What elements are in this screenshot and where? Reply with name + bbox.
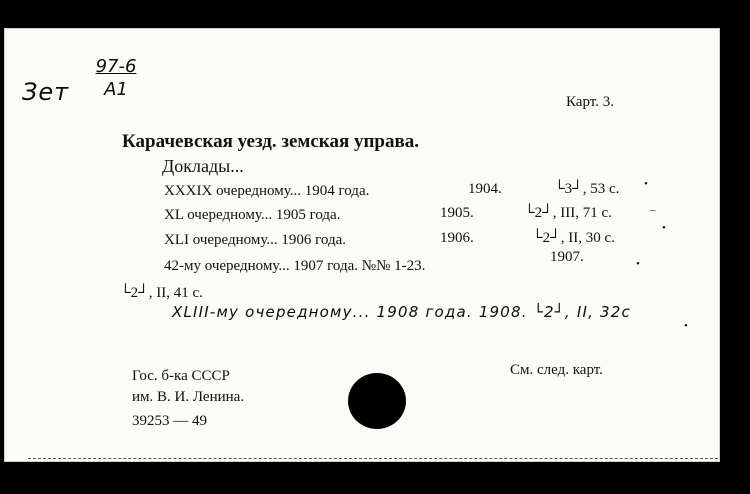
entry-4-continuation: └2┘, II, 41 с. [120,285,203,301]
entry-4-year: 1907. [550,249,584,265]
card-number: Карт. 3. [566,94,614,110]
shelf-fraction-bottom: А1 [104,79,128,100]
entry-4-text: 42-му очередному... 1907 года. №№ 1-23. [164,258,426,274]
card-title: Карачевская уезд. земская управа. [122,131,420,152]
card-subtitle: Доклады... [162,156,244,176]
mark-dot: • [644,178,648,190]
mark-dot: • [636,258,640,270]
entry-2-text: XL очередному... 1905 года. [164,207,341,223]
shelf-fraction [88,56,144,100]
entry-2-volume: └2┘, III, 71 с. [524,205,612,221]
card-edge-line [28,458,718,459]
library-line-2: им. В. И. Ленина. [132,389,245,405]
entry-2-year: 1905. [440,205,474,221]
punch-hole [348,373,406,429]
entry-1-volume: └3┘, 53 с. [554,181,620,197]
see-next-card: См. след. карт. [510,362,603,378]
handwritten-entry: XLIII-му очередному... 1908 года. 1908. └2┘, II, 32с [172,303,631,321]
library-line-1: Гос. б-ка СССР [132,368,230,384]
mark-dash: – [650,204,656,216]
mark-dot: • [662,222,666,234]
entry-3-text: XLI очередному... 1906 года. [164,232,347,248]
mark-dot: • [684,320,688,332]
entry-1-text: XXXIX очередному... 1904 года. [164,183,370,199]
entry-3-year: 1906. [440,230,474,246]
shelf-fraction-top: 97-6 [95,56,137,77]
entry-1-year: 1904. [468,181,502,197]
shelf-code: Зет [22,78,70,106]
entry-3-volume: └2┘, II, 30 с. [532,230,615,246]
catalog-card [4,28,720,462]
library-line-3: 39253 — 49 [132,413,207,429]
